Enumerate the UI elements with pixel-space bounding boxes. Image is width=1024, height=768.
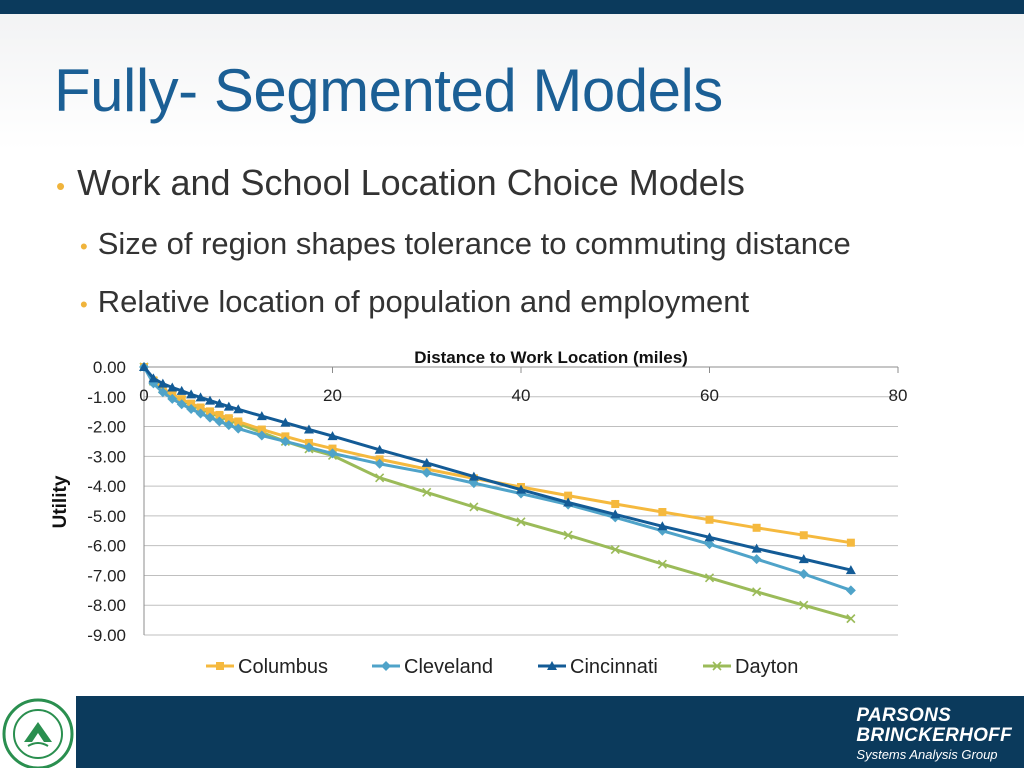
ohio-dot-seal (0, 696, 76, 768)
bullet-text: Work and School Location Choice Models (77, 162, 745, 203)
y-tick-label: -5.00 (87, 506, 126, 526)
bullet-dot: • (56, 171, 66, 201)
series-line-cleveland (144, 367, 851, 590)
ohio-dot-seal-icon (0, 696, 76, 768)
x-tick-label: 60 (700, 386, 719, 405)
slide-title: Fully- Segmented Models (54, 57, 723, 124)
x-tick-label: 40 (511, 386, 531, 405)
data-point-columbus (706, 516, 714, 524)
x-tick-label: 20 (323, 386, 342, 405)
logo-line-2: BRINCKERHOFF (856, 725, 1012, 746)
bullet-dot: • (80, 234, 88, 259)
y-tick-label: -4.00 (87, 477, 126, 497)
bullet-relative-location (80, 284, 749, 320)
legend-marker-columbus (216, 662, 224, 670)
footer-bar (0, 696, 1024, 768)
data-point-cleveland (752, 554, 762, 564)
y-tick-label: -2.00 (87, 417, 126, 437)
y-tick-label: -6.00 (87, 536, 126, 556)
logo-line-1: PARSONS (856, 705, 952, 726)
y-tick-label: 0.00 (92, 358, 126, 377)
data-point-columbus (847, 539, 855, 547)
bullet-text: Size of region shapes tolerance to commuting distance (97, 226, 851, 261)
legend-label-dayton: Dayton (735, 656, 799, 678)
y-tick-label: -1.00 (87, 387, 126, 407)
legend-marker-cleveland (381, 661, 391, 671)
y-tick-label: -8.00 (87, 596, 126, 616)
x-tick-label: 80 (888, 386, 908, 405)
bullet-region-size (80, 226, 851, 262)
bullet-work-school (56, 162, 745, 204)
top-bar (0, 0, 1024, 14)
legend-label-columbus: Columbus (238, 656, 329, 678)
x-axis-title: Distance to Work Location (miles) (414, 348, 688, 367)
data-point-cleveland (846, 585, 856, 595)
y-tick-label: -3.00 (87, 447, 126, 467)
data-point-columbus (753, 524, 761, 532)
legend-label-cleveland: Cleveland (404, 656, 493, 678)
logo-line-3: Systems Analysis Group (856, 747, 998, 762)
series-line-cincinnati (144, 367, 851, 570)
data-point-columbus (800, 531, 808, 539)
data-point-columbus (658, 508, 666, 516)
y-tick-label: -9.00 (87, 626, 126, 645)
y-axis-title: Utility (50, 475, 71, 529)
series-line-dayton (144, 367, 851, 619)
legend-label-cincinnati: Cincinnati (570, 656, 658, 678)
utility-line-chart (0, 330, 1024, 690)
data-point-cleveland (799, 569, 809, 579)
data-point-columbus (611, 500, 619, 508)
bullet-text: Relative location of population and employment (97, 284, 750, 319)
x-tick-label: 0 (139, 386, 149, 405)
y-tick-label: -7.00 (87, 566, 126, 586)
parsons-brinckerhoff-logo (856, 706, 1012, 763)
bullet-dot: • (80, 292, 88, 317)
